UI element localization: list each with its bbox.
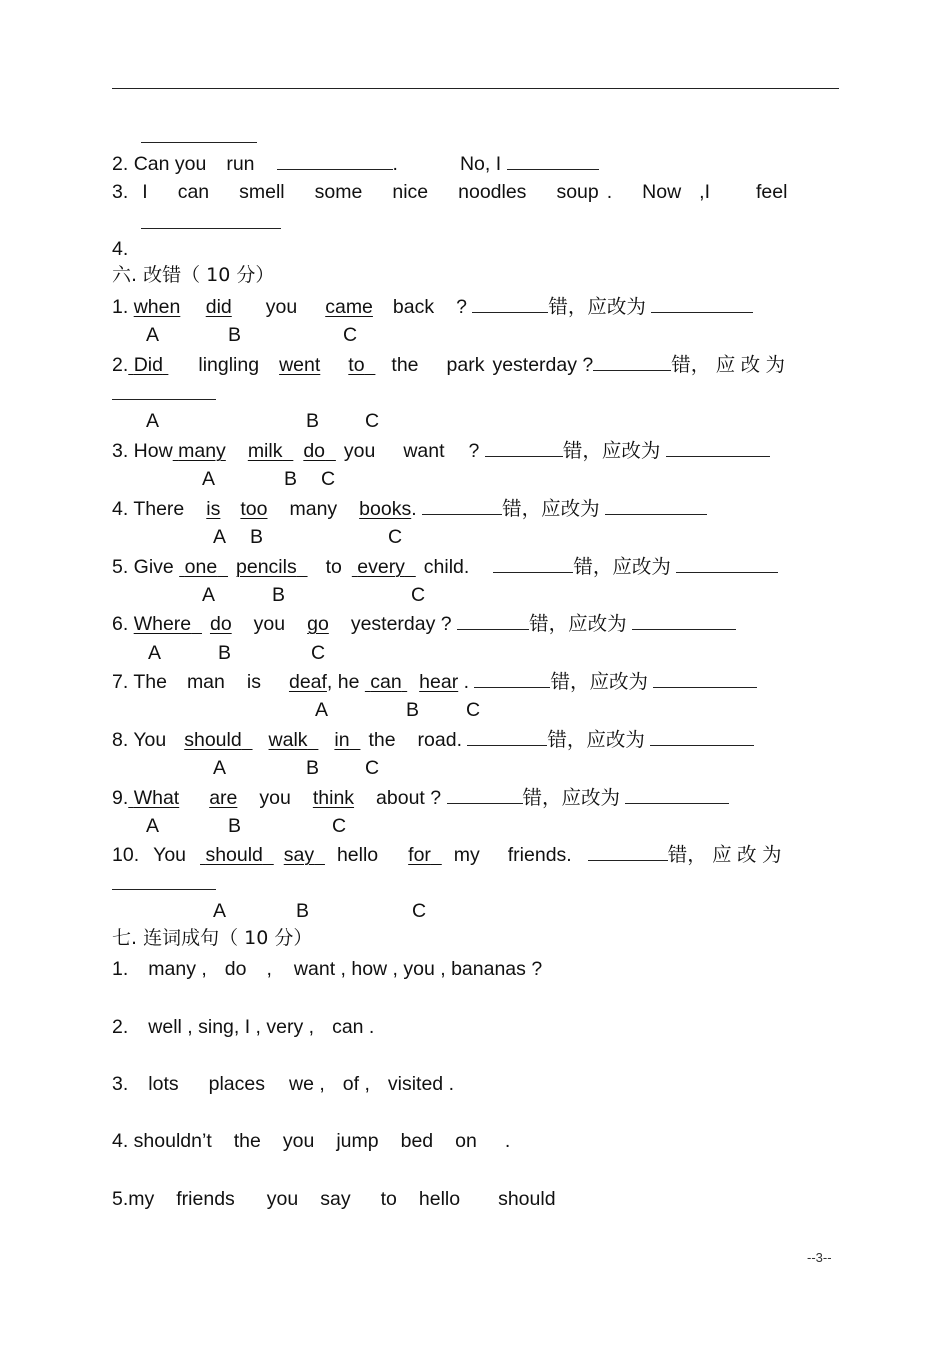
option-label-c: C — [411, 584, 426, 606]
option-label-b: B — [250, 526, 264, 548]
correction-item-9: 9. What are you think about ? 错，应改为 — [112, 785, 729, 809]
question-5-2: 2. Can you run . No, I — [112, 151, 599, 175]
answer-blank[interactable] — [422, 496, 502, 515]
ordering-item-2: 2. well , sing, I , very , can . — [112, 1016, 375, 1038]
section-6-title: 六. 改错（ 10 分） — [112, 264, 275, 286]
option-label-c: C — [321, 468, 336, 490]
option-label-c: C — [365, 410, 380, 432]
answer-blank[interactable] — [447, 785, 523, 804]
answer-blank[interactable] — [507, 151, 599, 170]
option-label-c: C — [466, 699, 481, 721]
answer-blank[interactable] — [472, 294, 548, 313]
ordering-item-1: 1. many , do , want , how , you , bananas ? — [112, 958, 543, 980]
option-label-c: C — [388, 526, 403, 548]
option-label-a: A — [146, 410, 160, 432]
option-label-b: B — [296, 900, 310, 922]
option-label-b: B — [284, 468, 298, 490]
option-label-b: B — [228, 815, 242, 837]
answer-blank[interactable] — [474, 669, 550, 688]
option-label-a: A — [202, 584, 216, 606]
answer-blank[interactable] — [653, 669, 757, 688]
answer-blank[interactable] — [632, 611, 736, 630]
ordering-item-4: 4. shouldn’t the you jump bed on . — [112, 1130, 511, 1152]
question-5-4: 4. — [112, 238, 129, 260]
section-7-title: 七. 连词成句（ 10 分） — [112, 927, 313, 949]
header-rule — [112, 88, 839, 89]
ordering-item-3: 3. lots places we , of , visited . — [112, 1073, 454, 1095]
option-label-a: A — [213, 526, 227, 548]
option-label-a: A — [315, 699, 329, 721]
correction-item-7: 7. The man is deaf, he can hear . 错，应改为 — [112, 669, 757, 693]
answer-blank[interactable] — [666, 438, 770, 457]
correction-item-5: 5. Give one pencils to every child. 错，应改为 — [112, 554, 778, 578]
option-label-b: B — [218, 642, 232, 664]
option-label-c: C — [311, 642, 326, 664]
answer-blank[interactable] — [277, 151, 393, 170]
answer-blank-line — [141, 210, 281, 234]
correction-item-1: 1. when did you came back ? 错，应改为 — [112, 294, 753, 318]
answer-blank-line — [112, 871, 216, 895]
answer-blank[interactable] — [593, 352, 671, 371]
option-label-a: A — [213, 900, 227, 922]
answer-blank[interactable] — [676, 554, 778, 573]
page-number: --3-- — [807, 1250, 832, 1265]
correction-item-2: 2. Did lingling went to the park yesterday ? 错， 应 改 为 — [112, 354, 786, 376]
option-label-a: A — [213, 757, 227, 779]
answer-blank[interactable] — [493, 554, 573, 573]
option-label-a: A — [148, 642, 162, 664]
option-label-a: A — [146, 324, 160, 346]
option-label-c: C — [343, 324, 358, 346]
correction-item-4: 4. There is too many books. 错，应改为 — [112, 496, 707, 520]
answer-blank-line — [141, 124, 257, 148]
answer-blank[interactable] — [467, 727, 547, 746]
option-label-c: C — [332, 815, 347, 837]
answer-blank[interactable] — [457, 611, 529, 630]
option-label-b: B — [406, 699, 420, 721]
correction-item-10: 10. You should say hello for my friends. 错， 应 改 为 — [112, 844, 782, 866]
correction-item-8: 8. You should walk in the road. 错，应改为 — [112, 727, 754, 751]
correction-item-3: 3. How many milk do you want ? 错，应改为 — [112, 438, 770, 462]
answer-blank[interactable] — [588, 842, 668, 861]
option-label-c: C — [412, 900, 427, 922]
answer-blank[interactable] — [650, 727, 754, 746]
correction-item-6: 6. Where do you go yesterday ? 错，应改为 — [112, 611, 736, 635]
answer-blank[interactable] — [625, 785, 729, 804]
answer-blank[interactable] — [651, 294, 753, 313]
answer-blank[interactable] — [485, 438, 563, 457]
question-5-3: 3. I can smell some nice noodles soup . Now ,I feel — [112, 181, 788, 203]
answer-blank[interactable] — [605, 496, 707, 515]
option-label-b: B — [306, 410, 320, 432]
ordering-item-5: 5.my friends you say to hello should — [112, 1188, 556, 1210]
option-label-c: C — [365, 757, 380, 779]
option-label-b: B — [272, 584, 286, 606]
option-label-b: B — [228, 324, 242, 346]
answer-blank-line — [112, 381, 216, 405]
option-label-b: B — [306, 757, 320, 779]
option-label-a: A — [146, 815, 160, 837]
option-label-a: A — [202, 468, 216, 490]
